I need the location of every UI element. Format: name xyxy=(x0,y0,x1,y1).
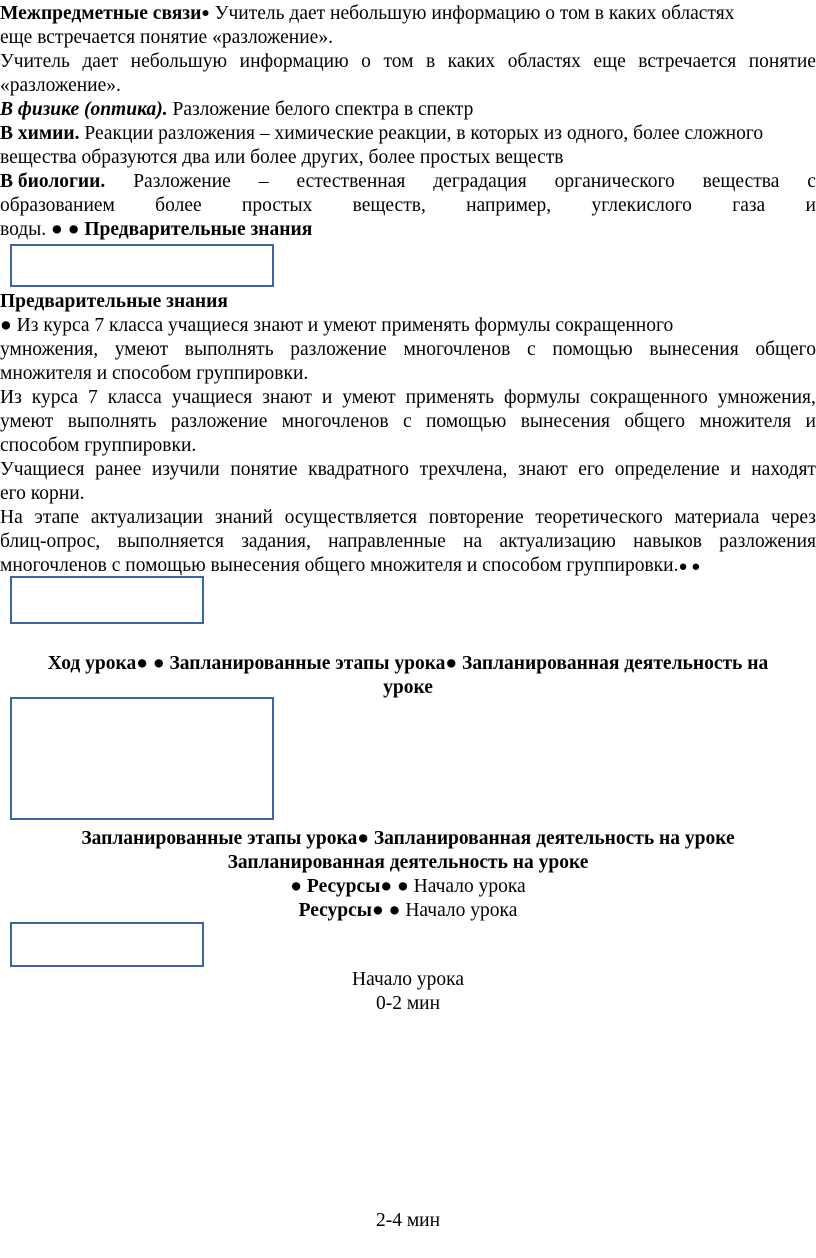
word: на xyxy=(463,531,483,552)
lesson-start-text: Начало урока xyxy=(405,900,518,921)
next-time: 2-4 мин xyxy=(375,1210,441,1231)
justified-line xyxy=(0,386,816,410)
planned-stages-line xyxy=(0,827,816,851)
word: вынесения xyxy=(649,339,739,360)
interdisciplinary-heading xyxy=(0,2,816,26)
word: класса xyxy=(107,387,162,408)
text-line: способом группировки. xyxy=(0,435,197,456)
word: задания, xyxy=(241,531,311,552)
word: о xyxy=(361,51,371,72)
image-placeholder-box xyxy=(10,244,274,287)
word: разложения xyxy=(719,531,816,552)
text-fragment: многочленов с помощью вынесения общего множителя и способом группировки. xyxy=(0,555,679,576)
chemistry-line xyxy=(0,122,816,146)
word: умеют xyxy=(342,387,396,408)
bullets: ● ● xyxy=(678,559,701,575)
word: находят xyxy=(751,459,816,480)
word: и xyxy=(805,195,816,216)
section-planned-stages xyxy=(0,827,816,923)
heading-text: уроке xyxy=(383,677,433,698)
word: определение xyxy=(614,459,720,480)
word: вынесения xyxy=(520,411,610,432)
word: через xyxy=(771,507,816,528)
word: выполнять xyxy=(184,339,274,360)
image-placeholder-box xyxy=(10,922,204,967)
section-lesson-start xyxy=(0,968,816,1016)
word: газа xyxy=(732,195,766,216)
resources-label: ● Ресурсы● ● xyxy=(290,876,414,897)
heading-text: Учитель дает небольшую информацию о том в каких областях xyxy=(209,3,735,24)
word: направленные xyxy=(328,531,446,552)
image-placeholder-box xyxy=(10,697,274,820)
lesson-start-label: Начало урока xyxy=(351,969,465,990)
resources-label: Ресурсы● ● xyxy=(298,900,406,921)
word: помощью xyxy=(425,411,507,432)
next-stage-time xyxy=(0,1209,816,1233)
biology-line1 xyxy=(0,170,816,194)
word: знают xyxy=(518,459,568,480)
word: разложение xyxy=(290,339,387,360)
word: разложение xyxy=(170,411,268,432)
word: Учащиеся xyxy=(0,459,85,480)
para1-line1 xyxy=(0,50,816,74)
biology-line2 xyxy=(0,194,816,218)
heading-text: Ход урока● ● Запланированные этапы урока● Запланированная деятельность на xyxy=(47,653,769,674)
word: с xyxy=(402,411,412,432)
word: и xyxy=(730,459,741,480)
word: трехчлена, xyxy=(419,459,508,480)
word: образованием xyxy=(0,195,115,216)
chemistry-text: Реакции разложения – химические реакции, в которых из одного, более сложного xyxy=(79,123,764,144)
word: блиц-опрос, xyxy=(0,531,101,552)
word: Разложение xyxy=(133,171,231,192)
word: областях xyxy=(507,51,581,72)
word: 7 xyxy=(88,387,98,408)
word: курса xyxy=(31,387,79,408)
word: еще xyxy=(593,51,626,72)
lesson-flow-heading xyxy=(0,652,816,676)
word: ранее xyxy=(95,459,142,480)
biology-line3 xyxy=(0,218,816,242)
word: умножения, xyxy=(717,387,816,408)
word: знаний xyxy=(214,507,273,528)
word: Из xyxy=(0,387,22,408)
text-line: ● Из курса 7 класса учащиеся знают и умеют применять формулы сокращенного xyxy=(0,315,674,336)
word: том xyxy=(383,51,414,72)
heading-title: Межпредметные связи xyxy=(0,3,202,24)
word: например, xyxy=(466,195,552,216)
physics-line xyxy=(0,98,816,122)
heading-title: Предварительные знания xyxy=(0,291,228,312)
word: формулы xyxy=(504,387,580,408)
prior-knowledge-heading xyxy=(0,290,816,314)
word: информацию xyxy=(239,51,349,72)
word: этапе xyxy=(34,507,80,528)
bullets: ● ● xyxy=(46,219,85,240)
word: его xyxy=(578,459,605,480)
text-fragment: воды. xyxy=(0,219,47,240)
planned-activity-line xyxy=(0,851,816,875)
word: актуализацию xyxy=(499,531,616,552)
word: выполняется xyxy=(117,531,224,552)
biology-label: В биологии. xyxy=(0,171,106,192)
word: навыков xyxy=(633,531,702,552)
word: дает xyxy=(82,51,119,72)
word: более xyxy=(155,195,202,216)
word: и xyxy=(805,411,816,432)
section-interdisciplinary xyxy=(0,2,816,242)
word: естественная xyxy=(296,171,406,192)
word: углекислого xyxy=(591,195,692,216)
word: множителя xyxy=(699,411,792,432)
word: выполнять xyxy=(67,411,157,432)
resources-line xyxy=(0,899,816,923)
heading-text: Запланированные этапы урока● Запланированная деятельность на уроке xyxy=(81,828,735,849)
lesson-start-time: 0-2 мин xyxy=(375,993,441,1014)
word: встречается xyxy=(638,51,737,72)
word: Учитель xyxy=(0,51,70,72)
word: умеют xyxy=(0,411,54,432)
word: понятие xyxy=(230,459,298,480)
word: – xyxy=(258,171,269,192)
text-line: еще встречается понятие «разложение». xyxy=(0,27,333,48)
physics-text: Разложение белого спектра в спектр xyxy=(167,99,474,120)
text-line: множителя и способом группировки. xyxy=(0,363,309,384)
word: и xyxy=(321,387,333,408)
bullet-icon: ● xyxy=(201,6,210,21)
word: учащиеся xyxy=(171,387,253,408)
word: На xyxy=(0,507,23,528)
word: умеют xyxy=(114,339,169,360)
prior-knowledge-inline: Предварительные знания xyxy=(84,219,313,240)
section-lesson-flow xyxy=(0,652,816,700)
heading-text: Запланированная деятельность на уроке xyxy=(227,852,589,873)
text-line: «разложение». xyxy=(0,75,121,96)
word: простых xyxy=(241,195,313,216)
justified-line xyxy=(0,458,816,482)
word: применять xyxy=(405,387,495,408)
section-prior-knowledge xyxy=(0,290,816,579)
resources-line xyxy=(0,875,816,899)
word: общего xyxy=(624,411,685,432)
word: веществ, xyxy=(352,195,426,216)
physics-label: В физике (оптика). xyxy=(0,99,168,120)
word: умножения, xyxy=(0,339,99,360)
justified-line xyxy=(0,338,816,362)
image-placeholder-box xyxy=(10,576,204,624)
justified-line xyxy=(0,506,816,530)
chemistry-label: В химии. xyxy=(0,123,80,144)
text-line: вещества образуются два или более других, более простых веществ xyxy=(0,147,564,168)
word: с xyxy=(527,339,536,360)
text-line: его корни. xyxy=(0,483,85,504)
justified-line xyxy=(0,530,816,554)
word: деградация xyxy=(433,171,527,192)
word: изучили xyxy=(151,459,220,480)
word: повторение xyxy=(428,507,524,528)
lesson-start-text: Начало урока xyxy=(413,876,526,897)
word: теоретического xyxy=(535,507,663,528)
word: знают xyxy=(262,387,312,408)
word: материала xyxy=(674,507,760,528)
word: каких xyxy=(447,51,496,72)
word: многочленов xyxy=(281,411,389,432)
word: осуществляется xyxy=(284,507,418,528)
word: общего xyxy=(755,339,816,360)
word: сокращенного xyxy=(589,387,708,408)
word: органического xyxy=(554,171,675,192)
word: многочленов xyxy=(403,339,511,360)
word: с xyxy=(807,171,816,192)
word: небольшую xyxy=(130,51,228,72)
word: в xyxy=(425,51,436,72)
word: помощью xyxy=(552,339,633,360)
word: квадратного xyxy=(308,459,409,480)
justified-line xyxy=(0,410,816,434)
word: понятие xyxy=(748,51,816,72)
word: вещества xyxy=(702,171,780,192)
word: актуализации xyxy=(90,507,204,528)
